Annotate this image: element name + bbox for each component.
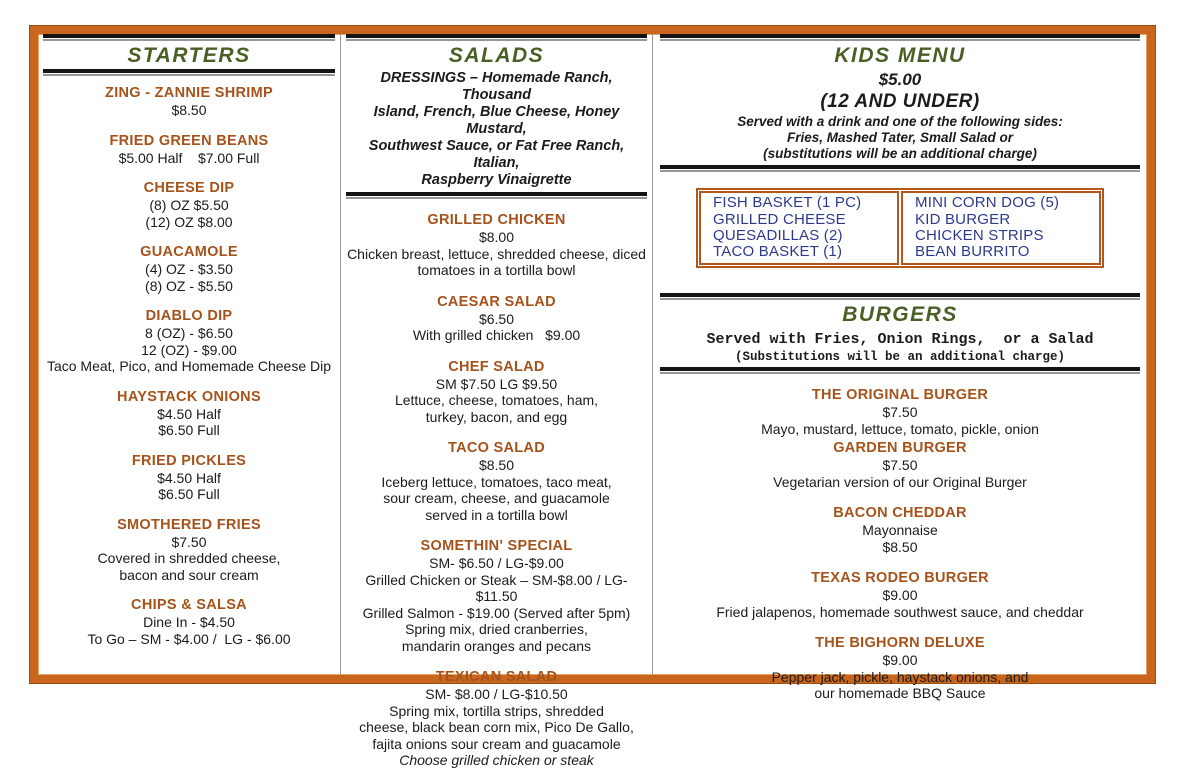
menu-item-line: Iceberg lettuce, tomatoes, taco meat, [381, 473, 612, 490]
menu-item-name: FRIED GREEN BEANS [109, 132, 269, 149]
menu-item-name: TEXICAN SALAD [435, 669, 558, 685]
menu-item-line: $7.50 [882, 404, 918, 421]
kids-items-left [699, 191, 899, 265]
menu-item-name: DIABLO DIP [145, 308, 233, 324]
menu-item-line: (12) OZ $8.00 [145, 213, 233, 230]
menu-item [43, 179, 335, 230]
menu-item-line: tomatoes in a tortilla bowl [417, 262, 576, 278]
menu-item [660, 386, 1140, 437]
kids-side-line: Served with a drink and one of the following sides: [737, 114, 1063, 129]
menu-item [43, 388, 335, 439]
menu-item-line: With grilled chicken $9.00 [412, 327, 581, 343]
kids-sides-note [660, 114, 1140, 161]
menu-item [346, 668, 647, 769]
menu-item-line: served in a tortilla bowl [425, 506, 568, 523]
kids-item: FISH BASKET (1 PC) [713, 194, 862, 212]
menu-item [346, 358, 647, 426]
menu-item-line: Pepper jack, pickle, haystack onions, and [771, 668, 1029, 685]
menu-item-line: Choose grilled chicken or steak [399, 752, 594, 768]
menu-item-name: ZING - ZANNIE SHRIMP [105, 85, 273, 101]
menu-item-line: $8.50 [171, 102, 207, 118]
menu-item [660, 504, 1140, 555]
column-top-rule [346, 34, 647, 41]
burgers-section [660, 293, 1140, 702]
menu-item-name: BACON CHEDDAR [833, 505, 967, 522]
menu-item-line: SM- $6.50 / LG-$9.00 [429, 555, 564, 571]
kids-item: MINI CORN DOG (5) [915, 194, 1060, 212]
menu-item [43, 84, 335, 119]
menu-item-line: mandarin oranges and pecans [401, 637, 592, 654]
menu-item-line: Grilled Chicken or Steak – SM-$8.00 / LG- $11.50 [365, 571, 632, 604]
kids-item: KID BURGER [915, 210, 1011, 228]
menu-item [43, 596, 335, 647]
menu-item-line: (8) OZ - $5.50 [145, 277, 233, 294]
menu-item-name: THE BIGHORN DELUXE [815, 635, 985, 652]
menu-frame [30, 26, 1155, 768]
dressings-line: Island, French, Blue Cheese, Honey Mustard, [373, 104, 624, 137]
menu-item-line: $6.50 Full [158, 422, 220, 438]
menu-item [346, 293, 647, 344]
menu-item [43, 307, 335, 375]
dressings-line: Southwest Sauce, or Fat Free Ranch, Italian, [368, 138, 629, 171]
starters-column [38, 34, 340, 675]
menu-item-line: $8.50 [882, 538, 918, 555]
column-top-rule [43, 34, 335, 41]
menu-item [660, 569, 1140, 620]
kids-price: $5.00 [878, 70, 922, 89]
menu-item [660, 439, 1140, 490]
menu-item-line: $6.50 Full [158, 486, 220, 502]
kids-item: QUESADILLAS (2) [713, 226, 843, 244]
menu-item-line: (8) OZ $5.50 [149, 197, 229, 213]
menu-item-name: GUACAMOLE [140, 244, 238, 260]
menu-item-line: Fried jalapenos, homemade southwest sauce, and cheddar [716, 603, 1084, 620]
menu-item [660, 634, 1140, 702]
spacer [660, 268, 1140, 293]
menu-item-line: 8 (OZ) - $6.50 [145, 325, 233, 341]
menu-item-line: Chicken breast, lettuce, shredded cheese, diced [347, 245, 646, 262]
dressings-line: DRESSINGS – Homemade Ranch, Thousand [380, 70, 617, 103]
menu-item-line: SM $7.50 LG $9.50 [435, 375, 558, 392]
menu-item-line: $9.00 [882, 652, 918, 669]
menu-item-line: 12 (OZ) - $9.00 [141, 341, 237, 358]
dressings-line: Raspberry Vinaigrette [421, 172, 572, 188]
menu-item [43, 243, 335, 294]
kids-burgers-column [652, 34, 1147, 702]
menu-item-line: Covered in shredded cheese, [97, 550, 281, 566]
menu-item-line: Taco Meat, Pico, and Homemade Cheese Dip [46, 358, 332, 374]
kids-items-box [696, 188, 1104, 268]
section-rule [43, 69, 335, 76]
section-rule [660, 165, 1140, 172]
menu-item-name: TEXAS RODEO BURGER [811, 570, 989, 587]
menu-item-line: $4.50 Half [157, 469, 221, 486]
section-rule [346, 192, 647, 199]
menu-item-line: $8.00 [478, 229, 515, 245]
menu-item [346, 439, 647, 523]
menu-item-line: sour cream, cheese, and guacamole [383, 490, 610, 506]
kids-side-line: Fries, Mashed Tater, Small Salad or [786, 129, 1014, 145]
menu-item-line: Dine In - $4.50 [143, 614, 235, 630]
menu-item-line: Lettuce, cheese, tomatoes, ham, [394, 392, 599, 408]
menu-item-line: $4.50 Half [157, 405, 221, 422]
menu-item-name: GRILLED CHICKEN [427, 212, 566, 228]
menu-columns [38, 34, 1147, 768]
burgers-tagline: Served with Fries, Onion Rings, or a Salad [706, 331, 1094, 349]
menu-item-line: our homemade BBQ Sauce [814, 685, 986, 702]
kids-item: TACO BASKET (1) [713, 243, 843, 260]
salads-column [340, 34, 652, 768]
menu-item-line: $6.50 [478, 310, 515, 327]
kids-item: CHICKEN STRIPS [915, 226, 1044, 244]
menu-item-name: SOMETHIN' SPECIAL [420, 538, 573, 554]
menu-item-name: THE ORIGINAL BURGER [811, 387, 989, 404]
menu-item-line: (4) OZ - $3.50 [145, 261, 233, 277]
salads-items [346, 211, 647, 769]
menu-item-line: Grilled Salmon - $19.00 (Served after 5pm) [362, 604, 631, 621]
menu-item-line: SM- $8.00 / LG-$10.50 [425, 686, 568, 702]
menu-item-line: cheese, black bean corn mix, Pico De Gallo, [359, 719, 634, 735]
menu-item-name: GARDEN BURGER [833, 440, 967, 457]
menu-item-line: Vegetarian version of our Original Burger [773, 473, 1027, 490]
section-rule [660, 367, 1140, 374]
menu-item-line: Spring mix, dried cranberries, [405, 621, 588, 637]
menu-item-name: FRIED PICKLES [131, 452, 247, 469]
menu-item-line: $8.50 [478, 457, 515, 473]
menu-item-line: $7.50 [882, 457, 918, 474]
salads-title: SALADS [448, 44, 545, 67]
menu-item-line: turkey, bacon, and egg [425, 408, 568, 425]
menu-item-line: $5.00 Half $7.00 Full [118, 149, 260, 166]
kids-menu-section [660, 43, 1140, 293]
menu-item [43, 452, 335, 503]
menu-item-name: HAYSTACK ONIONS [117, 388, 261, 405]
menu-item [346, 211, 647, 279]
menu-item-line: Spring mix, tortilla strips, shredded [389, 702, 604, 719]
starters-items [43, 84, 335, 647]
menu-item-line: To Go – SM - $4.00 / LG - $6.00 [87, 630, 291, 647]
section-rule [660, 293, 1140, 300]
burgers-substitution-note: (Substitutions will be an additional charge) [734, 350, 1066, 365]
menu-item-name: CHEESE DIP [143, 180, 235, 196]
column-top-rule [660, 34, 1140, 41]
burgers-title: BURGERS [842, 303, 958, 327]
dressings-note [346, 70, 647, 189]
kids-item: BEAN BURRITO [915, 243, 1030, 260]
menu-item-line: $9.00 [882, 587, 918, 604]
menu-item-name: TACO SALAD [448, 440, 545, 456]
kids-item: GRILLED CHEESE [713, 210, 846, 228]
kids-menu-title: KIDS MENU [834, 44, 966, 67]
menu-item [43, 516, 335, 584]
menu-item [43, 132, 335, 167]
menu-item-name: SMOTHERED FRIES [117, 516, 261, 533]
menu-item-name: CAESAR SALAD [437, 293, 556, 310]
menu-item-line: Mayonnaise [862, 522, 938, 539]
kids-age-note: (12 AND UNDER) [820, 91, 980, 112]
menu-item-name: CHEF SALAD [448, 358, 545, 375]
kids-side-line: (substitutions will be an additional charge) [763, 145, 1037, 161]
menu-item [346, 537, 647, 654]
burgers-items [660, 386, 1140, 702]
menu-item-line: $7.50 [171, 533, 207, 550]
menu-item-name: CHIPS & SALSA [131, 597, 247, 613]
starters-title: STARTERS [127, 44, 251, 67]
menu-item-line: fajita onions sour cream and guacamole [372, 735, 621, 752]
menu-item-line: Mayo, mustard, lettuce, tomato, pickle, onion [761, 420, 1039, 437]
menu-item-line: bacon and sour cream [119, 566, 259, 583]
kids-items-right [901, 191, 1101, 265]
